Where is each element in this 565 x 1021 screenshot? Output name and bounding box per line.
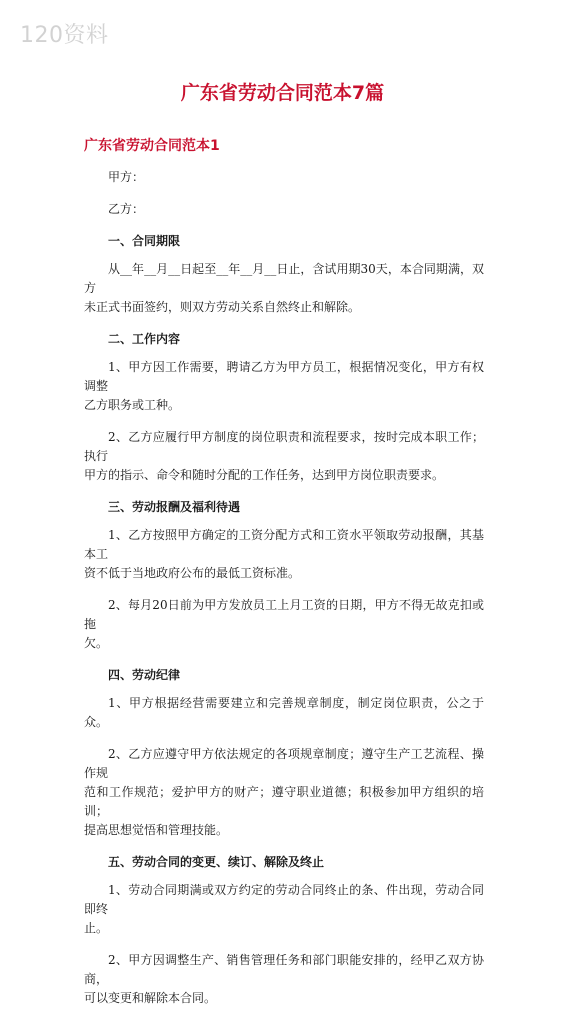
paragraph-line: 1、劳动合同期满或双方约定的劳动合同终止的条、件出现，劳动合同即终 [84,883,484,916]
heading-contract-term: 一、合同期限 [108,234,181,248]
paragraph-line: 提高思想觉悟和管理技能。 [84,823,229,837]
paragraph-discipline-2 [84,745,484,840]
paragraph-line: 2、甲方因调整生产、销售管理任务和部门职能安排的，经甲乙双方协商， [84,953,484,986]
heading-contract-changes: 五、劳动合同的变更、续订、解除及终止 [108,855,325,869]
paragraph-line: 1、乙方按照甲方确定的工资分配方式和工资水平领取劳动报酬，其基本工 [84,528,484,561]
paragraph-remuneration-1 [84,526,484,583]
heading-work-content: 二、工作内容 [108,332,181,346]
paragraph-work-content-1 [84,358,484,415]
paragraph-line: 范和工作规范；爱护甲方的财产；遵守职业道德；积极参加甲方组织的培训； [84,785,484,818]
heading-remuneration: 三、劳动报酬及福利待遇 [108,500,241,514]
contract-body [84,168,484,1021]
paragraph-discipline-1 [84,694,484,732]
paragraph-line: 止。 [84,921,109,935]
document-title: 广东省劳动合同范本7篇 [180,82,385,104]
paragraph-remuneration-2 [84,596,484,653]
paragraph-line: 从__年__月__日起至__年__月__日止，含试用期30天，本合同期满，双方 [84,262,484,295]
paragraph-line: 1、甲方因工作需要，聘请乙方为甲方员工，根据情况变化，甲方有权调整 [84,360,484,393]
paragraph-line: 2、乙方应遵守甲方依法规定的各项规章制度；遵守生产工艺流程、操作规 [84,747,484,780]
party-b-label: 乙方： [108,202,145,216]
paragraph-line: 欠。 [84,636,109,650]
paragraph-work-content-2 [84,428,484,485]
heading-labor-discipline: 四、劳动纪律 [108,668,181,682]
paragraph-line: 1、甲方根据经营需要建立和完善规章制度，制定岗位职责，公之于众。 [84,696,484,729]
paragraph-changes-2 [84,951,484,1008]
section-title: 广东省劳动合同范本1 [84,138,220,154]
paragraph-contract-term [84,260,484,317]
paragraph-line: 2、乙方应履行甲方制度的岗位职责和流程要求，按时完成本职工作；执行 [84,430,484,463]
paragraph-line: 甲方的指示、命令和随时分配的工作任务，达到甲方岗位职责要求。 [84,468,445,482]
paragraph-line: 乙方职务或工种。 [84,398,181,412]
watermark: 120资料 [20,23,109,48]
paragraph-line: 未正式书面签约，则双方劳动关系自然终止和解除。 [84,300,361,314]
paragraph-line: 资不低于当地政府公布的最低工资标准。 [84,566,301,580]
paragraph-line: 2、每月20日前为甲方发放员工上月工资的日期，甲方不得无故克扣或拖 [84,598,484,631]
party-a-label: 甲方： [108,170,145,184]
paragraph-line: 可以变更和解除本合同。 [84,991,217,1005]
paragraph-changes-1 [84,881,484,938]
